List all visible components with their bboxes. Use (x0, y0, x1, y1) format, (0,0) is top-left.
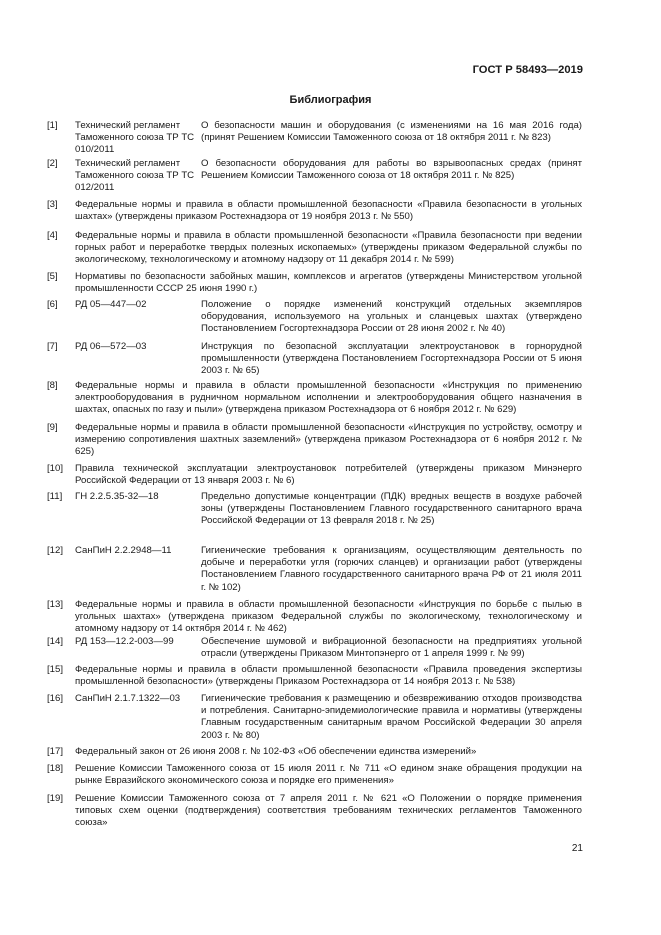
entry-number: [6] (47, 299, 58, 310)
entry-number: [19] (47, 793, 64, 804)
entry-number: [14] (47, 636, 64, 647)
entry-text: Инструкция по безопасной эксплуатации электроустановок в горнорудной промышленности (утверждена Постановлением Госгортехнадзора России от 5 июня 2003 г. № 65) (201, 341, 582, 377)
bibliography-title: Библиография (289, 94, 372, 106)
entry-code: ГН 2.2.5.35-32—18 (75, 491, 159, 502)
entry-number: [15] (47, 664, 64, 675)
entry-text: Федеральные нормы и правила в области промышленной безопасности «Правила безопасности в угольных шахтах» (утверждены приказом Ростехнадзора от 19 ноября 2013 г. № 550) (75, 199, 582, 223)
entry-text: Гигиенические требования к организациям, осуществляющим деятельность по добыче и переработки угля (горючих сланцев) и организации работ (утверждены Постановлением Главного государственного санитарного врача РФ от 21 июля 2011 г. № 102) (201, 545, 582, 593)
entry-number: [9] (47, 422, 58, 433)
entry-text: Решение Комиссии Таможенного союза от 15 июля 2011 г. № 711 «О едином знаке обращения продукции на рынке Евразийского экономического союза и порядке его применения» (75, 763, 582, 787)
entry-code: Технический регламент Таможенного союза ТР ТС 010/2011 (75, 120, 195, 156)
entry-number: [5] (47, 271, 58, 282)
entry-text: Предельно допустимые концентрации (ПДК) вредных веществ в воздухе рабочей зоны (утверждены Постановлением Главного государственного санитарного врача Российской Федерации от 13 февраля 2018 г. № 25) (201, 491, 582, 527)
entry-text: Федеральные нормы и правила в области промышленной безопасности «Инструкция по применению электрооборудования в рудничном нормальном исполнении и электрооборудования общего назначения в шахтах, опасных по газу и пыли» (утверждена приказом Ростехнадзора от 6 ноября 2012 г. № 629) (75, 380, 582, 416)
entry-text: Положение о порядке изменений конструкций отдельных экземпляров оборудования, используемого на угольных и сланцевых шахтах (утверждено Постановлением Госгортехнадзора России от 28 июня 2002 г. № 40) (201, 299, 582, 335)
entry-number: [3] (47, 199, 58, 210)
entry-number: [4] (47, 230, 58, 241)
entry-text: Решение Комиссии Таможенного союза от 7 апреля 2011 г. № 621 «О Положении о порядке применения типовых схем оценки (подтверждения) соответствия требованиям технических регламентов Таможенного союза» (75, 793, 582, 829)
entry-number: [16] (47, 693, 64, 704)
entry-number: [8] (47, 380, 58, 391)
entry-text: Федеральные нормы и правила в области промышленной безопасности «Правила проведения экспертизы промышленной безопасности» (утверждены Приказом Ростехнадзора от 14 ноября 2013 г. № 538) (75, 664, 582, 688)
entry-number: [7] (47, 341, 58, 352)
entry-number: [11] (47, 491, 63, 502)
entry-code: Технический регламент Таможенного союза ТР ТС 012/2011 (75, 158, 195, 194)
entry-text: О безопасности машин и оборудования (с изменениями на 16 мая 2016 года) (принят Решением Комиссии Таможенного союза от 18 октября 2011 г. № 823) (201, 120, 582, 144)
entry-code: РД 06—572—03 (75, 341, 147, 352)
entry-number: [17] (47, 746, 64, 757)
entry-number: [10] (47, 463, 64, 474)
entry-number: [18] (47, 763, 64, 774)
entry-text: Правила технической эксплуатации электроустановок потребителей (утверждены приказом Минэнерго Российской Федерации от 13 января 2003 г. № 6) (75, 463, 582, 487)
entry-text: Гигиенические требования к размещению и обезвреживанию отходов производства и потребления. Санитарно-эпидемиологические правила и нормативы (утверждены Главным государственным санитарным врачом Российской Федерации 30 апреля 2003 г. № 80) (201, 693, 582, 741)
entry-text: Обеспечение шумовой и вибрационной безопасности на предприятиях угольной отрасли (утверждены Приказом Минтопэнерго от 1 апреля 1999 г. № 99) (201, 636, 582, 660)
entry-code: РД 05—447—02 (75, 299, 147, 310)
entry-text: Нормативы по безопасности забойных машин, комплексов и агрегатов (утверждены Министерством угольной промышленности СССР 25 июня 1990 г.) (75, 271, 582, 295)
entry-number: [13] (47, 599, 64, 610)
entry-text: Федеральные нормы и правила в области промышленной безопасности «Инструкция по борьбе с пылью в угольных шахтах» (утверждена приказом Федеральной службы по экологическому, технологическому и атомному надзору от 14 октября 2014 г. № 462) (75, 599, 582, 635)
entry-number: [2] (47, 158, 58, 169)
entry-number: [1] (47, 120, 58, 131)
document-code: ГОСТ Р 58493—2019 (472, 64, 583, 76)
entry-text: Федеральный закон от 26 июня 2008 г. № 102-ФЗ «Об обеспечении единства измерений» (75, 746, 477, 757)
entry-number: [12] (47, 545, 64, 556)
entry-text: Федеральные нормы и правила в области промышленной безопасности «Инструкция по устройству, осмотру и измерению сопротивления шахтных заземлений» (утверждена приказом Ростехнадзора от 6 ноября 2012 г. № 625) (75, 422, 582, 458)
entry-code: СанПиН 2.1.7.1322—03 (75, 693, 181, 704)
entry-text: Федеральные нормы и правила в области промышленной безопасности «Правила безопасности при ведении горных работ и переработке твердых полезных ископаемых» (утверждены приказом Федеральной службы по экологическому, технологическому и атомному надзору от 11 декабря 2014 г. № 599) (75, 230, 582, 266)
entry-code: РД 153—12.2-003—99 (75, 636, 174, 647)
entry-code: СанПиН 2.2.2948—11 (75, 545, 172, 556)
entry-text: О безопасности оборудования для работы во взрывоопасных средах (принят Решением Комиссии Таможенного союза от 18 октября 2011 г. № 825) (201, 158, 582, 182)
page-number: 21 (571, 843, 583, 854)
